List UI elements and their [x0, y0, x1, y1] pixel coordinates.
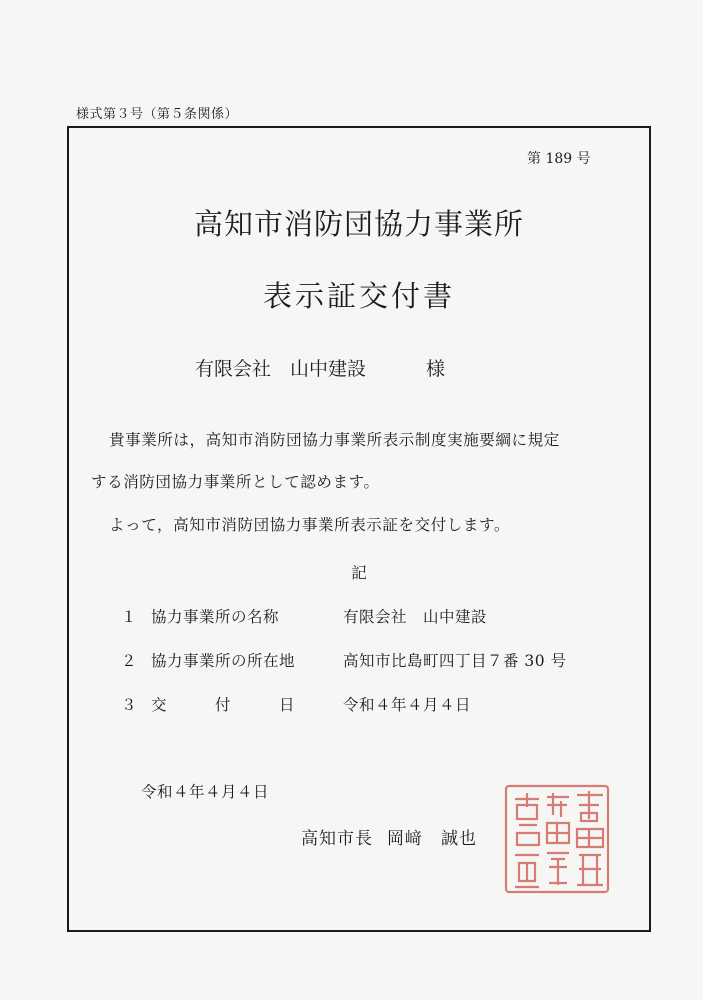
title-line-1: 高知市消防団協力事業所	[193, 207, 524, 241]
item-number: １	[121, 608, 138, 626]
item-number: ２	[121, 652, 138, 670]
body-line-1: 貴事業所は，高知市消防団協力事業所表示制度実施要綱に規定	[109, 431, 560, 449]
addressee	[195, 354, 445, 381]
item-value: 令和４年４月４日	[343, 696, 472, 714]
item-label: 協力事業所の名称	[151, 608, 280, 626]
item-label: 協力事業所の所在地	[151, 652, 296, 670]
title-line-2: 表示証交付書	[262, 279, 455, 313]
certificate-number: 第 189 号	[527, 151, 591, 167]
item-label: 交 付 日	[151, 696, 296, 714]
issue-date: 令和４年４月４日	[141, 783, 270, 801]
item-number: ３	[121, 696, 138, 714]
item-value: 有限会社 山中建設	[343, 608, 488, 626]
issuer-name: 岡﨑 誠也	[387, 829, 477, 849]
body-line-3: よって，高知市消防団協力事業所表示証を交付します。	[109, 516, 510, 534]
official-seal	[503, 783, 611, 895]
addressee-honorific: 様	[426, 358, 446, 380]
form-reference: 様式第３号（第５条関係）	[76, 107, 239, 122]
body-line-2: する消防団協力事業所として認めます。	[91, 473, 380, 491]
seal-strokes	[506, 786, 608, 892]
issuer-title: 高知市長	[301, 829, 373, 849]
ki-heading: 記	[351, 564, 367, 582]
item-value: 高知市比島町四丁目７番 30 号	[343, 652, 567, 670]
addressee-name: 有限会社 山中建設	[195, 358, 367, 380]
issuer	[301, 824, 477, 849]
